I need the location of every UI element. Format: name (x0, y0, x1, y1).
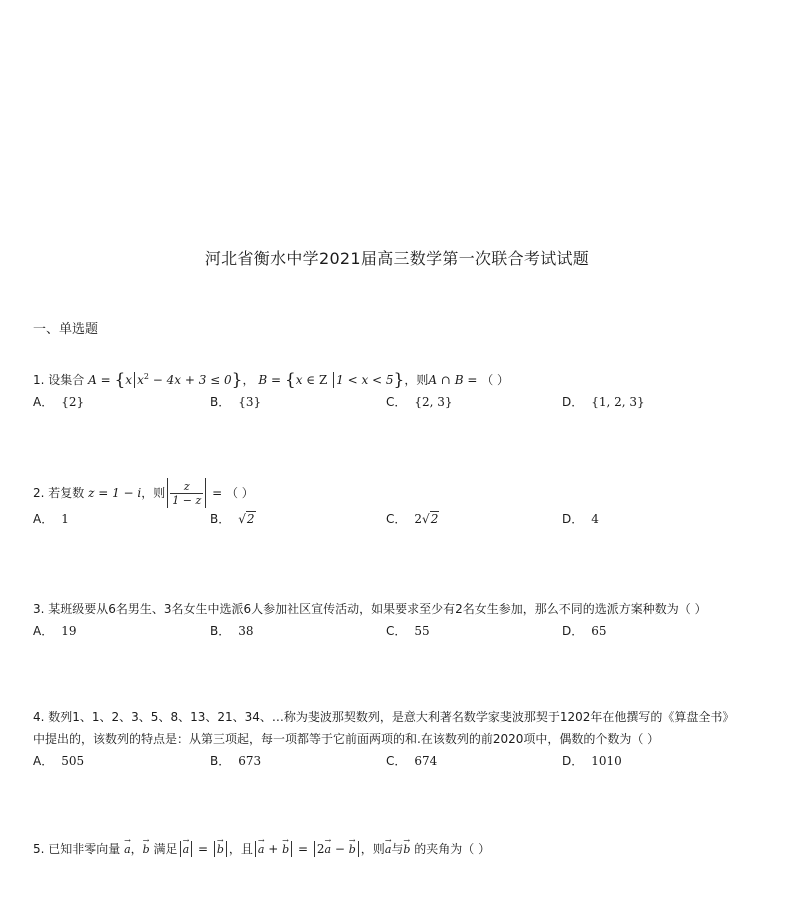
fraction: $\frac{z}{1 - z}$ (172, 480, 202, 507)
sqrt-symbol: √2 (238, 512, 255, 526)
question-1 (33, 366, 773, 413)
question-5-stem: 5. 已知非零向量 → a，→ b 满足→ a = → b ，且→ a + → b = 2→ a − → b ，则→ a与→ b 的夹角为（ ） (33, 838, 490, 861)
option-a[interactable]: A． {2} (33, 395, 85, 409)
question-4 (33, 706, 773, 772)
question-3-options (33, 620, 773, 642)
option-b[interactable]: B． 673 (210, 754, 262, 768)
option-a[interactable]: A． 505 (33, 754, 85, 768)
question-1-stem: 1. 设集合 A = {x $x^2 - 4x + 3 \le 0$}， B = {x ∈ Z 1 < x < 5}，则A ∩ B = （ ） (33, 370, 510, 390)
sqrt-symbol: √2 (422, 512, 439, 526)
option-c[interactable]: C． 55 (386, 624, 430, 638)
question-4-options (33, 750, 773, 772)
question-5 (33, 838, 490, 861)
option-d[interactable]: D． 65 (562, 624, 607, 638)
option-b[interactable]: B． {3} (210, 395, 262, 409)
option-d[interactable]: D． {1, 2, 3} (562, 395, 645, 409)
option-d[interactable]: D． 1010 (562, 754, 622, 768)
option-b[interactable]: B． √2 (210, 512, 255, 526)
question-2 (33, 478, 773, 530)
option-c[interactable]: C． {2, 3} (386, 395, 453, 409)
option-a[interactable]: A． 19 (33, 624, 77, 638)
question-4-stem: 4. 数列1、1、2、3、5、8、13、21、34、…称为斐波那契数列，是意大利著名数学家斐波那契于1202年在他撰写的《算盘全书》中提出的，该数列的特点是：从第三项起，每一项都等于它前面两项的和.在该数列的前2020项中，偶数的个数为（ ） (33, 710, 729, 746)
section-heading: 一、单选题 (33, 322, 99, 337)
question-3 (33, 598, 773, 642)
question-2-options (33, 508, 773, 530)
option-c[interactable]: C． 2√2 (386, 512, 439, 526)
option-c[interactable]: C． 674 (386, 754, 438, 768)
option-b[interactable]: B． 38 (210, 624, 254, 638)
question-3-stem: 3. 某班级要从6名男生、3名女生中选派6人参加社区宣传活动，如果要求至少有2名女生参加，那么不同的选派方案种数为（ ） (33, 602, 707, 616)
question-1-options (33, 391, 773, 413)
page-title: 河北省衡水中学2021届高三数学第一次联合考试试题 (204, 249, 590, 268)
option-a[interactable]: A． 1 (33, 512, 69, 526)
question-2-stem: 2. 若复数 z = 1 − i，则 $\frac{z}{1 - z}$ = （ ） (33, 480, 254, 507)
option-d[interactable]: D． 4 (562, 512, 599, 526)
